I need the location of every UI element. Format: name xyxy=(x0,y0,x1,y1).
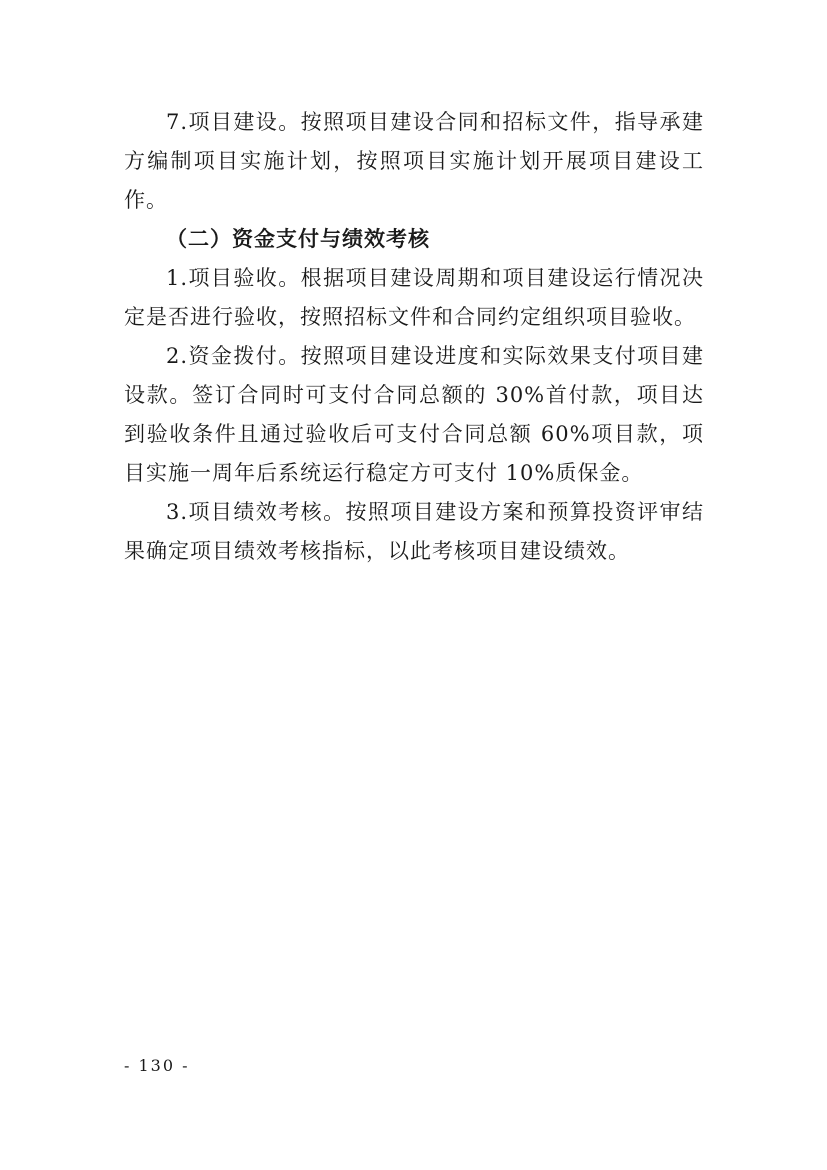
paragraph-project-acceptance: 1.项目验收。根据项目建设周期和项目建设运行情况决定是否进行验收，按照招标文件和合同约定组织项目验收。 xyxy=(124,266,704,329)
paragraph-performance-assessment: 3.项目绩效考核。按照项目建设方案和预算投资评审结果确定项目绩效考核指标，以此考核项目建设绩效。 xyxy=(124,500,704,563)
document-body xyxy=(124,103,704,571)
section-heading-funding: （二）资金支付与绩效考核 xyxy=(166,227,430,251)
paragraph-project-construction: 7.项目建设。按照项目建设合同和招标文件，指导承建方编制项目实施计划，按照项目实施计划开展项目建设工作。 xyxy=(124,110,704,212)
page-number: - 130 - xyxy=(124,1056,190,1075)
paragraph-fund-disbursement: 2.资金拨付。按照项目建设进度和实际效果支付项目建设款。签订合同时可支付合同总额的 30%首付款，项目达到验收条件且通过验收后可支付合同总额 60%项目款，项目实施一周年后系统运行稳定方可支付 10%质保金。 xyxy=(124,344,704,485)
